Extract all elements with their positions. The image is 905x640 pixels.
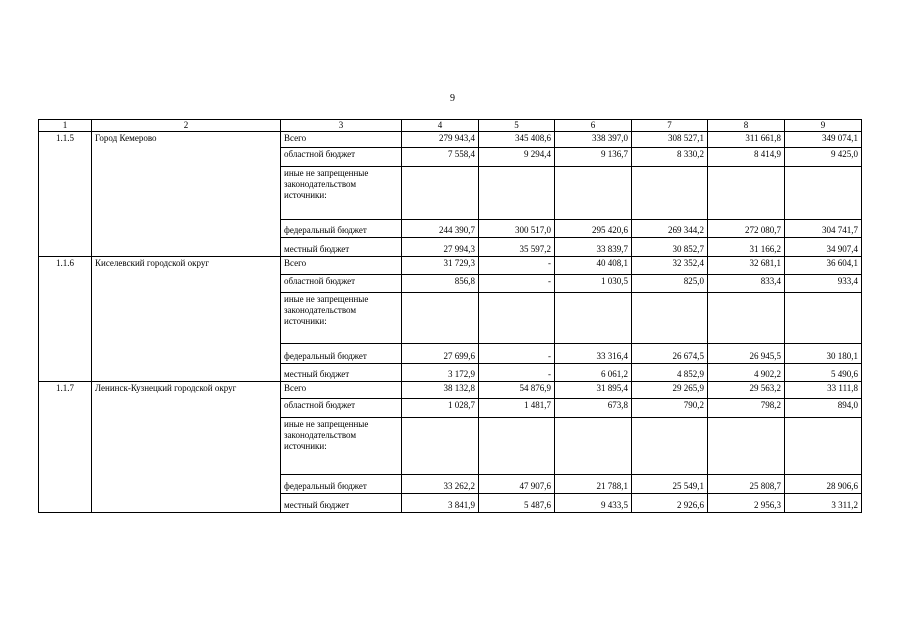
value-cell: 36 604,1 xyxy=(785,257,862,275)
value-cell xyxy=(402,167,479,220)
value-cell: 3 172,9 xyxy=(402,364,479,382)
value-cell xyxy=(785,293,862,344)
value-cell: - xyxy=(479,344,555,364)
value-cell: 31 895,4 xyxy=(555,382,632,399)
value-cell: 32 681,1 xyxy=(708,257,785,275)
value-cell xyxy=(402,418,479,475)
value-cell: - xyxy=(479,257,555,275)
value-cell: 244 390,7 xyxy=(402,220,479,238)
value-cell: 31 729,3 xyxy=(402,257,479,275)
value-cell xyxy=(708,293,785,344)
row-label: областной бюджет xyxy=(281,275,402,293)
value-cell: 673,8 xyxy=(555,399,632,418)
row-label: областной бюджет xyxy=(281,148,402,167)
value-cell: 9 294,4 xyxy=(479,148,555,167)
value-cell: 27 699,6 xyxy=(402,344,479,364)
value-cell xyxy=(402,293,479,344)
value-cell: 308 527,1 xyxy=(632,132,708,148)
row-label: местный бюджет xyxy=(281,494,402,513)
row-label: федеральный бюджет xyxy=(281,220,402,238)
column-number-5: 5 xyxy=(479,120,555,132)
value-cell xyxy=(555,418,632,475)
value-cell: 27 994,3 xyxy=(402,238,479,257)
value-cell: 5 487,6 xyxy=(479,494,555,513)
section-name: Город Кемерово xyxy=(92,132,281,257)
value-cell: 6 061,2 xyxy=(555,364,632,382)
value-cell: 29 563,2 xyxy=(708,382,785,399)
row-label: местный бюджет xyxy=(281,238,402,257)
value-cell xyxy=(479,418,555,475)
value-cell: 825,0 xyxy=(632,275,708,293)
value-cell: 856,8 xyxy=(402,275,479,293)
column-number-row xyxy=(39,120,862,132)
value-cell: 4 902,2 xyxy=(708,364,785,382)
row-label: областной бюджет xyxy=(281,399,402,418)
value-cell xyxy=(555,167,632,220)
row-label: федеральный бюджет xyxy=(281,344,402,364)
section-code: 1.1.7 xyxy=(39,382,92,513)
value-cell: 33 839,7 xyxy=(555,238,632,257)
value-cell xyxy=(785,167,862,220)
value-cell: 295 420,6 xyxy=(555,220,632,238)
value-cell: 833,4 xyxy=(708,275,785,293)
value-cell: 54 876,9 xyxy=(479,382,555,399)
value-cell: 272 080,7 xyxy=(708,220,785,238)
value-cell: 4 852,9 xyxy=(632,364,708,382)
value-cell: 933,4 xyxy=(785,275,862,293)
section-code: 1.1.5 xyxy=(39,132,92,257)
value-cell: 8 330,2 xyxy=(632,148,708,167)
value-cell: 33 262,2 xyxy=(402,475,479,494)
value-cell: 33 316,4 xyxy=(555,344,632,364)
column-number-8: 8 xyxy=(708,120,785,132)
value-cell xyxy=(479,167,555,220)
value-cell: 30 180,1 xyxy=(785,344,862,364)
column-number-2: 2 xyxy=(92,120,281,132)
value-cell: 34 907,4 xyxy=(785,238,862,257)
page-number: 9 xyxy=(450,93,455,104)
column-number-6: 6 xyxy=(555,120,632,132)
value-cell: 1 030,5 xyxy=(555,275,632,293)
row-label: иные не запрещенные законодательством источники: xyxy=(281,167,402,220)
value-cell: 304 741,7 xyxy=(785,220,862,238)
value-cell xyxy=(555,293,632,344)
value-cell: 32 352,4 xyxy=(632,257,708,275)
value-cell: 21 788,1 xyxy=(555,475,632,494)
row-label: иные не запрещенные законодательством источники: xyxy=(281,293,402,344)
value-cell: 29 265,9 xyxy=(632,382,708,399)
value-cell: 8 414,9 xyxy=(708,148,785,167)
value-cell: 1 481,7 xyxy=(479,399,555,418)
value-cell: 279 943,4 xyxy=(402,132,479,148)
value-cell: 311 661,8 xyxy=(708,132,785,148)
value-cell xyxy=(479,293,555,344)
value-cell: 5 490,6 xyxy=(785,364,862,382)
section-name: Киселевский городской округ xyxy=(92,257,281,382)
value-cell: 349 074,1 xyxy=(785,132,862,148)
value-cell: 38 132,8 xyxy=(402,382,479,399)
value-cell: 300 517,0 xyxy=(479,220,555,238)
value-cell: - xyxy=(479,275,555,293)
row-label: Всего xyxy=(281,382,402,399)
value-cell: 26 674,5 xyxy=(632,344,708,364)
table-row xyxy=(39,132,862,148)
value-cell: 35 597,2 xyxy=(479,238,555,257)
column-number-7: 7 xyxy=(632,120,708,132)
value-cell: 798,2 xyxy=(708,399,785,418)
value-cell: 2 956,3 xyxy=(708,494,785,513)
value-cell: 9 136,7 xyxy=(555,148,632,167)
column-number-9: 9 xyxy=(785,120,862,132)
value-cell xyxy=(632,167,708,220)
row-label: Всего xyxy=(281,257,402,275)
row-label: местный бюджет xyxy=(281,364,402,382)
value-cell: 28 906,6 xyxy=(785,475,862,494)
value-cell xyxy=(632,418,708,475)
column-number-3: 3 xyxy=(281,120,402,132)
section-code: 1.1.6 xyxy=(39,257,92,382)
value-cell: 31 166,2 xyxy=(708,238,785,257)
value-cell xyxy=(708,167,785,220)
value-cell: 25 808,7 xyxy=(708,475,785,494)
value-cell: 894,0 xyxy=(785,399,862,418)
table-row xyxy=(39,257,862,275)
value-cell xyxy=(632,293,708,344)
row-label: федеральный бюджет xyxy=(281,475,402,494)
column-number-1: 1 xyxy=(39,120,92,132)
column-number-4: 4 xyxy=(402,120,479,132)
budget-table xyxy=(38,119,862,513)
row-label: Всего xyxy=(281,132,402,148)
value-cell: 40 408,1 xyxy=(555,257,632,275)
value-cell: 345 408,6 xyxy=(479,132,555,148)
value-cell: 338 397,0 xyxy=(555,132,632,148)
value-cell: - xyxy=(479,364,555,382)
value-cell: 47 907,6 xyxy=(479,475,555,494)
value-cell: 790,2 xyxy=(632,399,708,418)
table-row xyxy=(39,382,862,399)
value-cell: 3 841,9 xyxy=(402,494,479,513)
value-cell: 269 344,2 xyxy=(632,220,708,238)
row-label: иные не запрещенные законодательством источники: xyxy=(281,418,402,475)
value-cell: 3 311,2 xyxy=(785,494,862,513)
value-cell: 26 945,5 xyxy=(708,344,785,364)
value-cell xyxy=(785,418,862,475)
value-cell: 25 549,1 xyxy=(632,475,708,494)
value-cell: 9 433,5 xyxy=(555,494,632,513)
section-name: Ленинск-Кузнецкий городской округ xyxy=(92,382,281,513)
value-cell: 30 852,7 xyxy=(632,238,708,257)
value-cell: 33 111,8 xyxy=(785,382,862,399)
value-cell xyxy=(708,418,785,475)
value-cell: 2 926,6 xyxy=(632,494,708,513)
value-cell: 7 558,4 xyxy=(402,148,479,167)
value-cell: 1 028,7 xyxy=(402,399,479,418)
value-cell: 9 425,0 xyxy=(785,148,862,167)
